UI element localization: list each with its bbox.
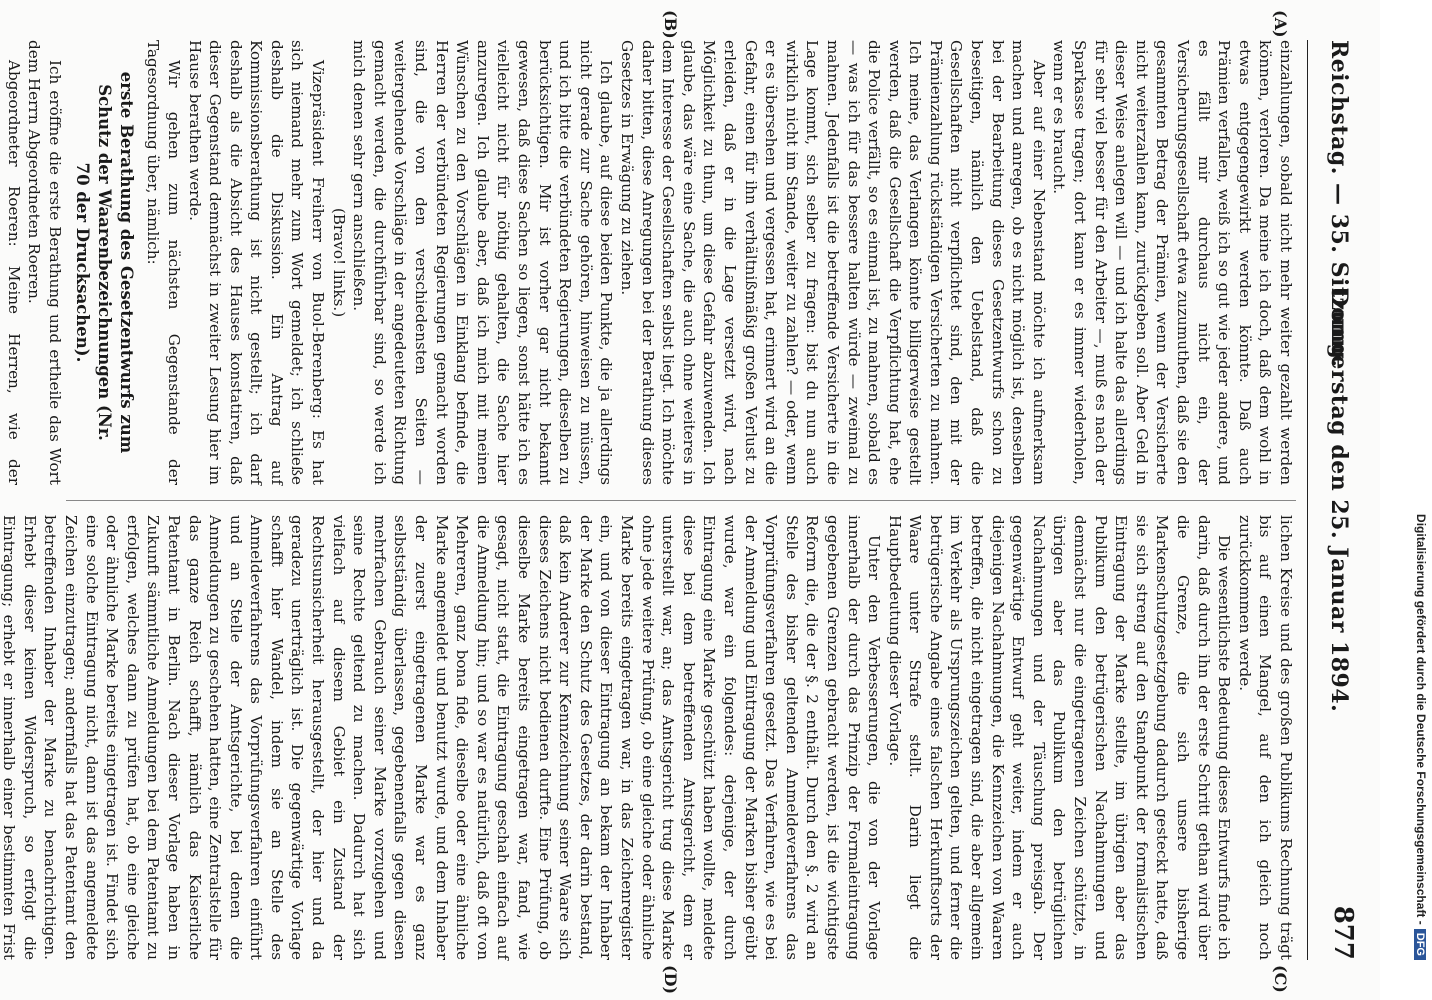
- header-session: Reichstag. — 35. Sitzung.: [1326, 40, 1352, 368]
- paragraph: Abgeordneter Roeren: Meine Herren, wie der: [4, 60, 23, 485]
- paragraph: einzahlungen, sobald nicht mehr weiter gezahlt werden können, verloren. Da meine ich doch, daß dem wohl in etwas entgegengewirkt werden könnte. Daß auch Prämien verfallen, weiß ich so gut wie jeder andere, und es fällt mir durchaus nicht ein, der Versicherungsgesellschaft etwa zuzumuthen, daß sie den gesammten Betrag der Prämien, wenn der Versicherte nicht weiterzahlen kann, zurückgeben soll. Aber Geld in dieser Weise anlegen will — und ich halte das allerdings für sehr viel besser für den Arbeiter —, muß es nach der Sparkasse tragen; dort kann er es immer wiederholen, wenn er es braucht.: [1050, 40, 1295, 485]
- page-header: [1307, 40, 1368, 960]
- paragraph: Ich eröffne die erste Berathung und ertheile das Wort dem Herrn Abgeordneten Roeren.: [25, 40, 64, 485]
- paragraph: Aber auf einer Nebenstand möchte ich aufmerksam machen und anregen, ob es nicht möglich ist, denselben bei der Bearbeitung dieses Gesetzentwurfs schon zu beseitigen, nämlich den Uebelstand, daß die Gesellschaften nicht verpflichtet sind, den mit der Prämienzahlung rückständigen Versicherten zu mahnen. Ich meine, das Verlangen könnte billigerweise gestellt werden, daß die Gesellschaft die Verpflichtung hat, ehe die Police verfällt, so es einmal ist, zu mahnen, sobald es — was ich für das bessere halten würde — zweimal zu mahnen. Jedenfalls ist die betreffende Versicherte in die Lage kommt, sich selber zu fragen: bist du nun auch wirklich nicht im Stande, weiter zu zahlen? — oder, wenn er es übersehen und vergessen hat, erinnert wird an die Gefahr, einen für ihn verhältnißmäßig großen Verlust zu erleiden, daß er in die Lage versetzt wird, nach Möglichkeit zu thun, um diese Gefahr abzuwenden. Ich glaube, das wäre eine Sache, die auch ohne weiteres in dem Interesse der Gesellschaften selbst liegt. Ich möchte daher bitten, diese Anregungen bei der Berathung dieses Gesetzes in Erwägung zu ziehen.: [618, 40, 1048, 485]
- left-column: [4, 40, 1296, 485]
- margin-mark-d: (D): [661, 965, 680, 995]
- margin-mark-b: (B): [661, 10, 680, 39]
- right-column: [0, 515, 1296, 960]
- paragraph: lichen Kreise und des großen Publikums Rechnung trägt bis auf einen Mangel, auf den ich gleich noch zurückkommen werde.: [1235, 515, 1295, 960]
- digitization-stamp: [1408, 20, 1430, 980]
- margin-mark-a: (A): [1271, 10, 1290, 38]
- paragraph: Wir gehen zum nächsten Gegenstande der Tagesordnung über, nämlich:: [144, 40, 183, 485]
- stamp-text: Digitalisierung gefördert durch die Deutsche Forschungsgemeinschaft -: [1414, 514, 1428, 925]
- paragraph: Die wesentlichste Bedeutung dieses Entwurfs finde ich darin, daß durch ihn der erste Schritt gethan wird über die Grenze, die sich unsere bisherige Markenschutzgesetzgebung dadurch gesteckt hatte, daß sie sich streng auf den Standpunkt der formalistischen Eintragung der Marke stellte, im übrigen aber das Publikum den betrügerischen Nachahmungen und demnächst nur die eingetragenen Zeichen schützte, in übrigen aber das Publikum den betrüglichen Nachahmungen und der Täuschung preisgab. Der gegenwärtige Entwurf geht weiter, indem er auch diejenigen Nachahmungen, die Kennzeichen von Waaren betreffen, die nicht eingetragen sind, die aber allgemein im Verkehr als Ursprungszeichen gelten, und ferner die betrügerische Angabe eines falschen Herkunftsorts der Waare unter Strafe stellt. Darin liegt die Hauptbedeutung dieser Vorlage.: [885, 515, 1234, 960]
- paragraph: Vizepräsident Freiherr von Buol-Berenberg: Es hat sich niemand mehr zum Wort gemeldet; ich schließe deshalb die Diskussion. Ein Antrag auf Kommissionsberathung ist nicht gestellt; ich darf deshalb als die Absicht des Hauses konstatiren, daß dieser Gegenstand demnächst in zweiter Lesung hier im Hause berathen werde.: [185, 40, 328, 485]
- column-divider: [66, 500, 1296, 501]
- dfg-logo: DFG: [1414, 929, 1426, 960]
- agenda-heading: erste Berathung des Gesetzentwurfs zum Schutz der Waarenbezeichnungen (Nr. 70 der Drucksachen).: [72, 71, 136, 454]
- paragraph: Unter den Verbesserungen, die von der Vorlage innerhalb der durch das Prinzip der Formaleintragung gegebenen Grenzen gebracht werden, ist die wichtigste Reform die, die der §. 2 enthält. Durch den §. 2 wird an Stelle des bisher geltenden Anmeldeverfahrens das Vorprüfungsverfahren gesetzt. Das Verfahren, wie es bei der Anmeldung und Eintragung der Marken bisher geübt wurde, war ein folgendes: derjenige, der durch Eintragung eine Marke geschützt haben wollte, meldete diese bei dem betreffenden Amtsgericht, dem er unterstellt war, an; das Amtsgericht trug diese Marke ohne jede weitere Prüfung, ob eine gleiche oder ähnliche Marke bereits eingetragen war, in das Zeichenregister ein, und von dieser Eintragung an bekam der Inhaber der Marke den Schutz des Gesetzes, der darin bestand, daß kein Anderer zur Kennzeichnung seiner Waare sich dieses Zeichens nicht bedienen durfte. Eine Prüfung, ob dieselbe Marke bereits eingetragen war, fand, wie gesagt, nicht statt, die Eintragung geschah einfach auf die Anmeldung hin; und so war es natürlich, daß oft von Mehreren, ganz bona fide, dieselbe oder eine ähnliche Marke angemeldet und benutzt wurde, und dem Inhaber der zuerst eingetragenen Marke war es ganz selbstständig überlassen, gegebenenfalls gegen diesen mehrfachen Gebrauch seiner Marke vorzugehen und seine Rechte geltend zu machen. Dadurch hat sich vielfach auf diesem Gebiet ein Zustand der Rechtsunsicherheit herausgestellt, der hier und da geradezu unerträglich ist. Die gegenwärtige Vorlage schafft hier Wandel, indem sie an Stelle des Anmeldeverfahrens das Vorprüfungsverfahren einführt und an Stelle der Amtsgerichte, bei denen die Anmeldungen zu geschehen hatten, eine Zentralstelle für das ganze Reich schafft, nämlich das Kaiserliche Patentamt in Berlin. Nach dieser Vorlage haben in Zukunft sämmtliche Anmeldungen bei dem Patentamt zu erfolgen, welches dann zu prüfen hat, ob eine gleiche oder ähnliche Marke bereits eingetragen ist. Findet sich eine solche Eintragung nicht, dann ist das angemeldete Zeichen einzutragen; andernfalls hat das Patentamt den betreffenden Inhaber der Marke zu benachrichtigen. Erhebt dieser keinen Widerspruch, so erfolgt die Eintragung; erhebt er innerhalb einer bestimmten Frist: [0, 515, 884, 960]
- stage-direction: (Bravo! links.): [329, 207, 348, 318]
- paragraph: Ich glaube, auf diese beiden Punkte, die ja allerdings nicht gerade zur Sache gehören, hinweisen zu müssen, und ich bitte die verbündeten Regierungen, dieselben zu berücksichtigen. Mir ist vorher gar nicht bekannt gewesen, daß diese Sachen so liegen, sonst hätte ich es vielleicht nicht für nöthig gehalten, die Sache hier anzuregen. Ich glaube aber, daß ich mich mit meinen Wünschen zu den Vorschlägen in Einklang befinde, die Herren der verbündeten Regierungen gemacht worden sind, die von den verschiedensten Seiten — weitergehende Vorschläge in der angedeuteten Richtung gemacht werden, die durchführbar sind, so werde ich mich denen sehr gern anschließen.: [350, 40, 616, 485]
- header-date: Donnerstag den 25. Januar 1894.: [1326, 287, 1352, 713]
- margin-mark-c: (C): [1271, 965, 1290, 993]
- page-number: 877: [1328, 905, 1358, 960]
